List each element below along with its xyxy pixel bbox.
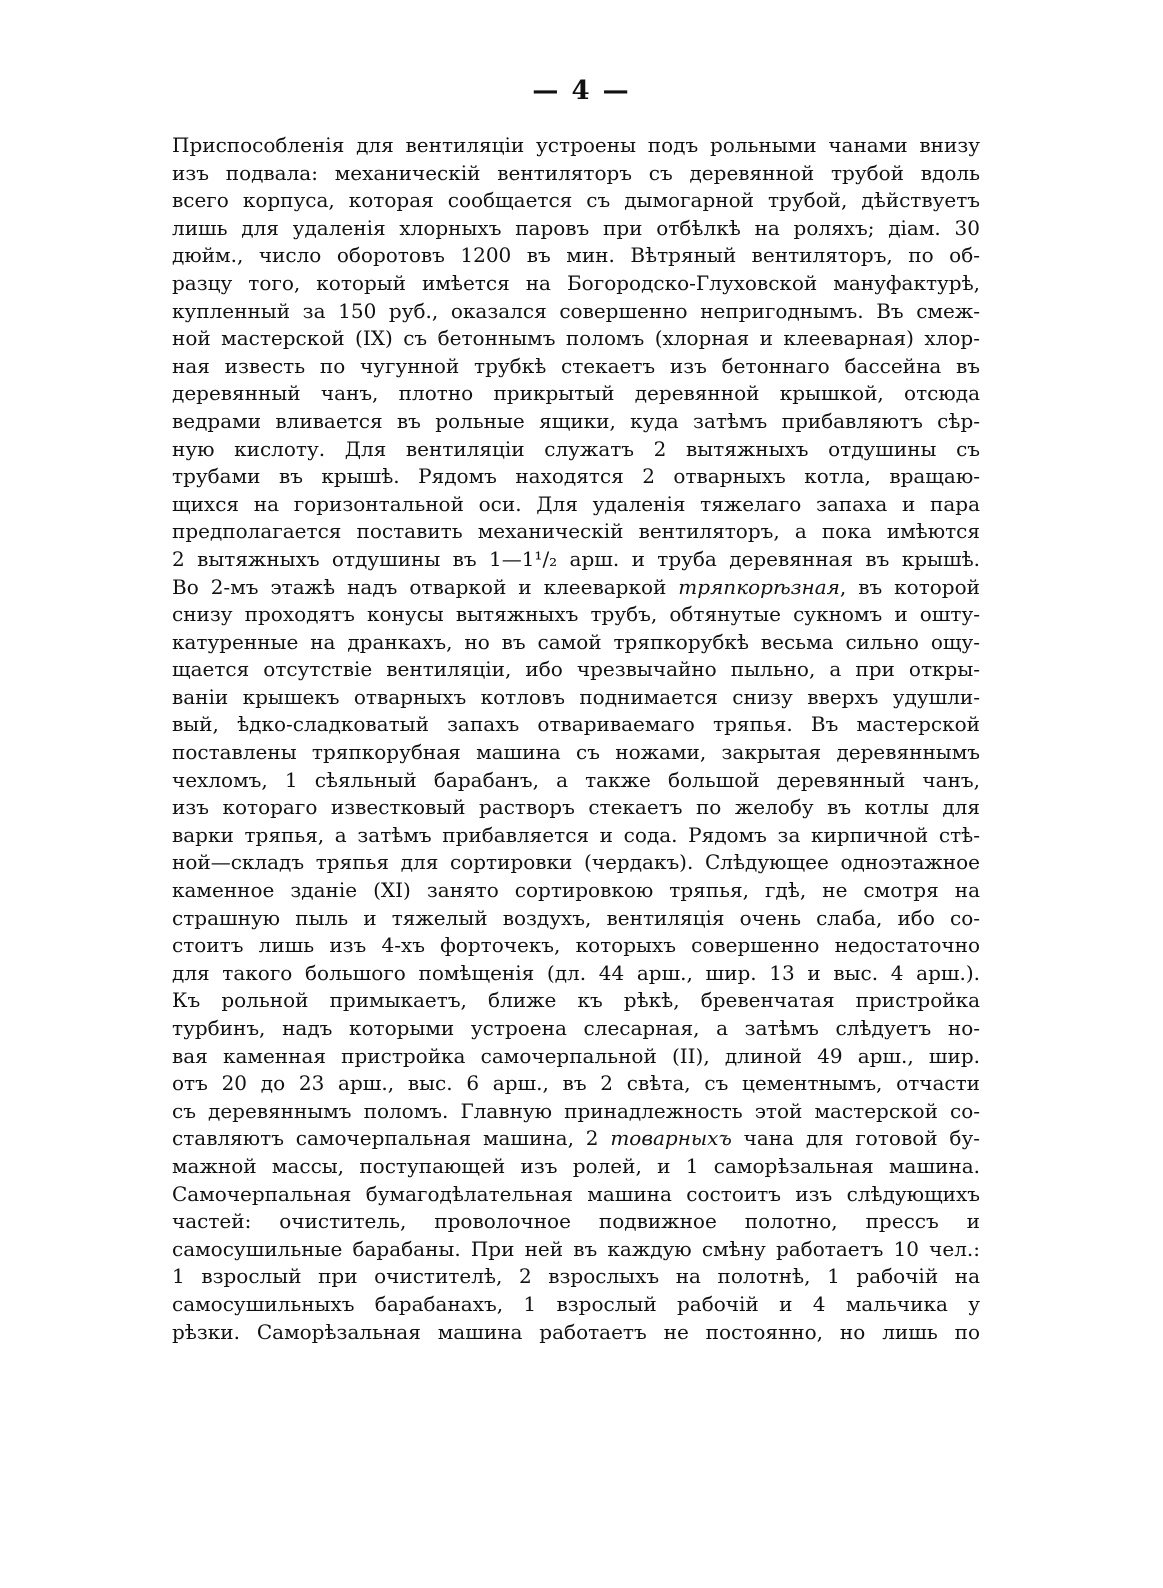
text-line: турбинъ, надъ которыми устроена слесарная, а затѣмъ слѣдуетъ но- <box>172 1016 980 1040</box>
text-line <box>172 1125 980 1153</box>
text-line: ведрами вливается въ рольные ящики, куда затѣмъ прибавляютъ сѣр- <box>172 408 980 433</box>
text-line: чехломъ, 1 сѣяльный барабанъ, а также большой деревянный чанъ, <box>172 767 980 792</box>
text-line: ваніи крышекъ отварныхъ котловъ поднимается снизу вверхъ удушли- <box>172 684 980 709</box>
text-line: для такого большого помѣщенія (дл. 44 арш., шир. 13 и выс. 4 арш.). <box>172 960 980 985</box>
text-line: каменное зданіе (XI) занято сортировкою тряпья, гдѣ, не смотря на <box>172 878 980 903</box>
text-line: поставлены тряпкорубная машина съ ножами, закрытая деревяннымъ <box>172 740 980 765</box>
text-line: самосушильныхъ барабанахъ, 1 взрослый рабочій и 4 мальчика у <box>172 1291 980 1316</box>
text-line: 2 вытяжныхъ отдушины въ 1—1¹/₂ арш. и труба деревянная въ крышѣ. <box>172 546 980 571</box>
text-line: ной—складъ тряпья для сортировки (чердакъ). Слѣдующее одноэтажное <box>172 850 980 875</box>
text-line: Приспособленія для вентиляціи устроены подъ рольными чанами внизу <box>172 133 980 157</box>
text-line: разцу того, который имѣется на Богородско-Глуховской мануфактурѣ, <box>172 270 980 295</box>
text-line <box>172 574 980 602</box>
text-line: варки тряпья, а затѣмъ прибавляется и сода. Рядомъ за кирпичной стѣ- <box>172 822 980 847</box>
text-fragment: ставляютъ самочерпальная машина, 2 <box>172 1126 611 1151</box>
text-fragment: Во 2-мъ этажѣ надъ отваркой и клееваркой <box>172 574 679 599</box>
text-line: трубами въ крышѣ. Рядомъ находятся 2 отварныхъ котла, вращаю- <box>172 464 980 489</box>
text-line: вая каменная пристройка самочерпальной (II), длиной 49 арш., шир. <box>172 1043 980 1068</box>
text-line: предполагается поставить механическій вентиляторъ, а пока имѣются <box>172 519 980 544</box>
body-text <box>172 132 980 1346</box>
text-line: щихся на горизонтальной оси. Для удаленія тяжелаго запаха и пара <box>172 491 980 516</box>
text-line: вый, ѣдко-сладковатый запахъ отвариваемаго тряпья. Въ мастерской <box>172 712 980 737</box>
text-line: купленный за 150 руб., оказался совершенно непригоднымъ. Въ смеж- <box>172 298 980 323</box>
text-line: мажной массы, поступающей изъ ролей, и 1 саморѣзальная машина. <box>172 1153 980 1178</box>
text-line: ная известь по чугунной трубкѣ стекаетъ изъ бетоннаго бассейна въ <box>172 353 980 378</box>
text-line: частей: очиститель, проволочное подвижное полотно, прессъ и <box>172 1209 980 1234</box>
italic-term: тряпкорѣзная <box>678 574 840 599</box>
text-line: деревянный чанъ, плотно прикрытый деревянной крышкой, отсюда <box>172 381 980 406</box>
text-line: изъ подвала: механическій вентиляторъ съ деревянной трубой вдоль <box>172 160 980 185</box>
text-line: съ деревяннымъ поломъ. Главную принадлежность этой мастерской со- <box>172 1098 980 1123</box>
text-line: изъ котораго известковый растворъ стекаетъ по желобу въ котлы для <box>172 795 980 820</box>
text-line: ную кислоту. Для вентиляціи служатъ 2 вытяжныхъ отдушины съ <box>172 436 980 461</box>
text-fragment: чана для готовой бу- <box>731 1126 980 1151</box>
text-line: отъ 20 до 23 арш., выс. 6 арш., въ 2 свѣта, съ цементнымъ, отчасти <box>172 1071 980 1096</box>
text-fragment: , въ которой <box>839 574 980 599</box>
text-line: катуренные на дранкахъ, но въ самой тряпкорубкѣ весьма сильно ощу- <box>172 629 980 654</box>
text-line: снизу проходятъ конусы вытяжныхъ трубъ, обтянутые сукномъ и ошту- <box>172 602 980 627</box>
text-line: лишь для удаленія хлорныхъ паровъ при отбѣлкѣ на роляхъ; діам. 30 <box>172 215 980 240</box>
page-number: — 4 — <box>532 76 631 106</box>
text-line: Къ рольной примыкаетъ, ближе къ рѣкѣ, бревенчатая пристройка <box>172 988 980 1013</box>
text-line: дюйм., число оборотовъ 1200 въ мин. Вѣтряный вентиляторъ, по об- <box>172 243 980 268</box>
text-line: ной мастерской (IX) съ бетоннымъ поломъ (хлорная и клееварная) хлор- <box>172 326 980 351</box>
text-line: стоитъ лишь изъ 4-хъ форточекъ, которыхъ совершенно недостаточно <box>172 933 980 958</box>
text-line: страшную пыль и тяжелый воздухъ, вентиляція очень слаба, ибо со- <box>172 905 980 930</box>
italic-term: товарныхъ <box>610 1126 732 1151</box>
text-line: самосушильные барабаны. При ней въ каждую смѣну работаетъ 10 чел.: <box>172 1236 980 1261</box>
text-line: всего корпуса, которая сообщается съ дымогарной трубой, дѣйствуетъ <box>172 188 980 213</box>
text-line: Самочерпальная бумагодѣлательная машина состоитъ изъ слѣдующихъ <box>172 1181 980 1206</box>
text-line: щается отсутствіе вентиляціи, ибо чрезвычайно пыльно, а при откры- <box>172 657 980 682</box>
text-line: 1 взрослый при очистителѣ, 2 взрослыхъ на полотнѣ, 1 рабочій на <box>172 1264 980 1289</box>
text-line: рѣзки. Саморѣзальная машина работаетъ не постоянно, но лишь по <box>172 1319 980 1344</box>
